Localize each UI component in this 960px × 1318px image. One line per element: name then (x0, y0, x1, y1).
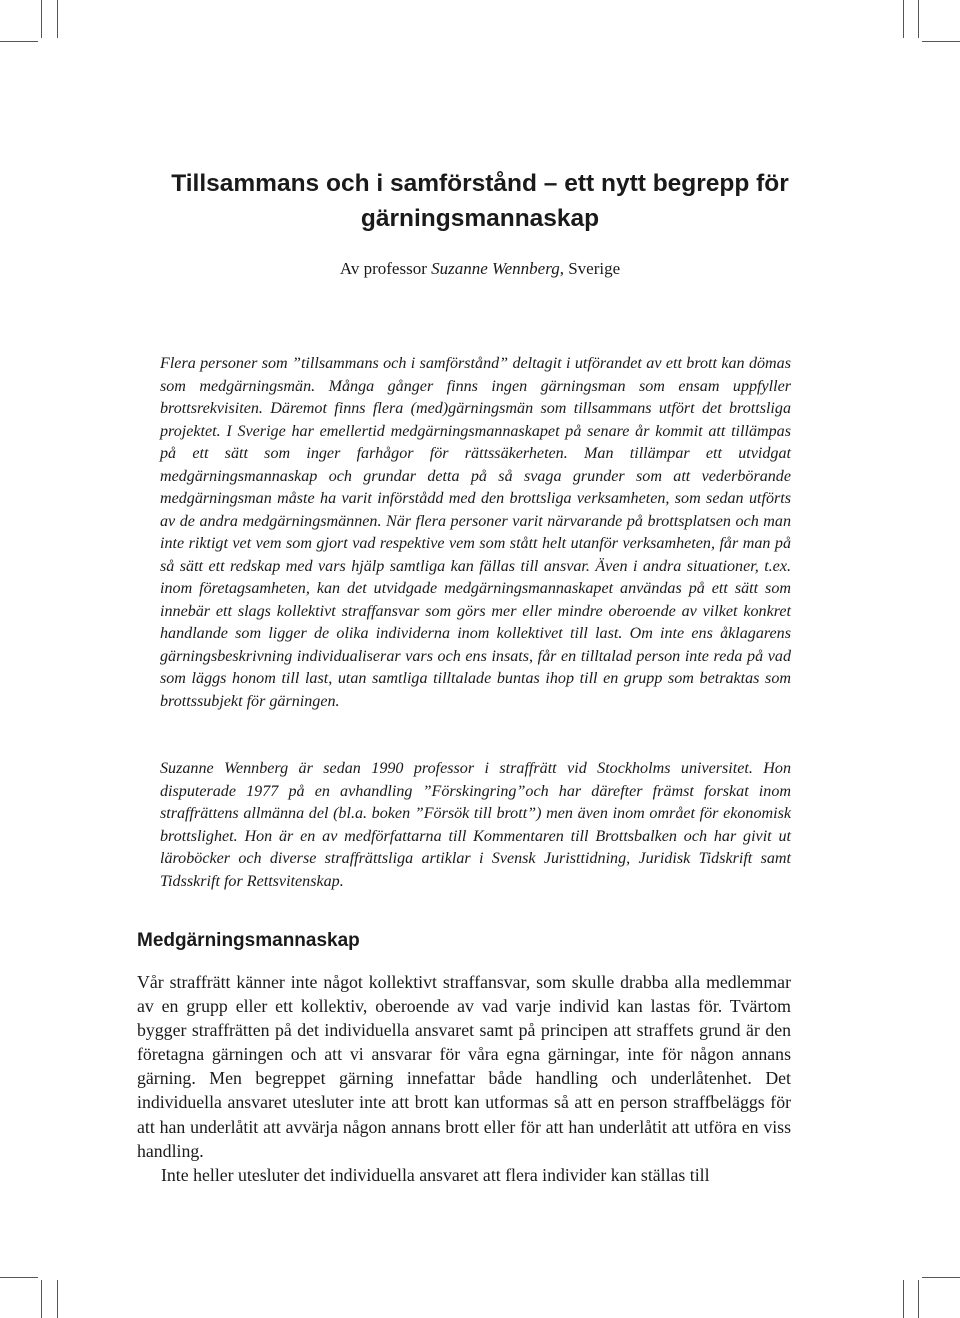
author-name: Suzanne Wennberg (431, 259, 560, 278)
crop-mark (922, 1277, 960, 1278)
crop-mark (918, 0, 919, 38)
crop-mark (0, 1277, 38, 1278)
abstract: Flera personer som ”tillsammans och i samförstånd” deltagit i utförandet av ett brott kan dömas som medgärningsmän. Många gånger finns ingen gärningsman som ensam uppfyller brottsrekvisiten. Däremot finns flera (med)gärningsmän som tillsammans utfört det brottsliga projektet. I Sverige har emellertid medgärningsmannaskapet på senare år kommit att tillämpas på ett sätt som inger farhågor för rättssäkerheten. Man tillämpar ett utvidgat medgärningsmannaskap och grundar detta på så svaga grunder som att vederbörande medgärningsman måste ha varit införstådd med den brottsliga verksamheten, som sedan utförts av de andra medgärningsmännen. När flera personer varit närvarande på brottsplatsen och man inte riktigt vet vem som gjort vad respektive vem som stått helt utanför verksamheten, får man på så sätt ett redskap med vars hjälp samtliga kan fällas till ansvar. Även i andra situationer, t.ex. inom företagsamheten, kan det utvidgade medgärningsmannaskapet användas på ett sätt som innebär ett slags kollektivt straffansvar som görs mer eller mindre oberoende av vilket konkret handlande som ligger de olika individerna inom kollektivet till last. Om inte ens åklagarens gärningsbeskrivning individualiserar vars och ens insats, får en tilltalad person inte reda på vad som läggs honom till last, utan samtliga tilltalade buntas ihop till en grupp som betraktas som brottssubjekt för gärningen. (160, 355, 791, 710)
crop-mark (922, 41, 960, 42)
crop-mark (903, 1280, 904, 1318)
byline-suffix: , Sverige (559, 259, 621, 278)
author-bio: Suzanne Wennberg är sedan 1990 professor i straffrätt vid Stockholms universitet. Hon disputerade 1977 på en avhandling ”Förskingring”och har därefter främst forskat inom straffrättens allmänna del (bl.a. boken ”Försök till brott”) men även inom områet för ekonomisk brottslighet. Hon är en av medförfattarna till Kommentaren till Brottsbalken och har givit ut läroböcker och diverse straffrättsliga artiklar i Svensk Juristtidning, Juridisk Tidskrift samt Tidsskrift for Rettsvitenskap. (160, 760, 791, 890)
article-title: Tillsammans och i samförstånd – ett nytt begrepp för gärningsmannaskap (171, 170, 789, 232)
body-paragraph: Inte heller utesluter det individuella ansvaret att flera individer kan ställas till (161, 1164, 710, 1185)
section-heading: Medgärningsmannaskap (137, 930, 360, 951)
crop-mark (57, 1280, 58, 1318)
body-paragraph: Vår straffrätt känner inte något kollektivt straffansvar, som skulle drabba alla medlemmar av en grupp eller ett kollektiv, oberoende av vad varje individ kan lastas för. Tvärtom bygger straffrätten på det individuella ansvaret samt på principen att straffets grund är den företagna gärningen och att vi ansvarar för våra egna gärningar, inte för någon annans gärning. Men begreppet gärning innefattar både handling och underlåtenhet. Det individuella ansvaret utesluter inte att brott kan utformas så att en person straffbeläggs för att han underlåtit att avvärja någon annans brott eller för att han underlåtit att utföra en viss handling. (137, 972, 791, 1161)
byline (130, 257, 830, 281)
crop-mark (918, 1280, 919, 1318)
crop-mark (903, 0, 904, 38)
crop-mark (0, 41, 38, 42)
body-text (137, 970, 791, 1187)
crop-mark (41, 0, 42, 38)
crop-mark (41, 1280, 42, 1318)
byline-prefix: Av professor (339, 259, 432, 278)
crop-mark (57, 0, 58, 38)
